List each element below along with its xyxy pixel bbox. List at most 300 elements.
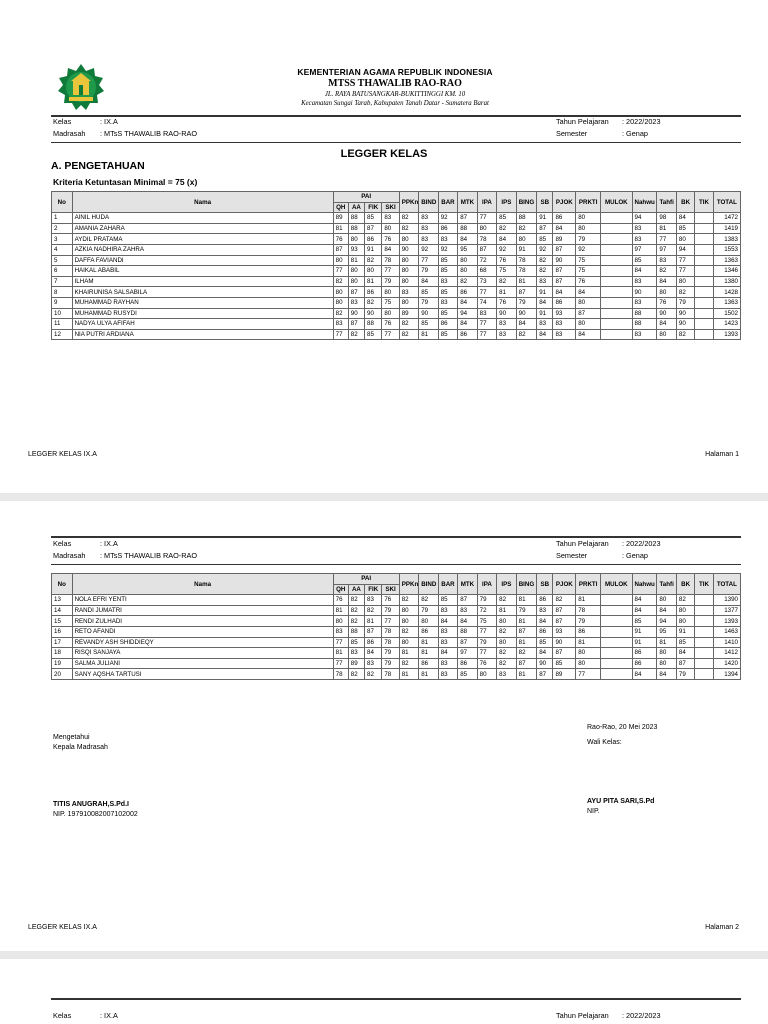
cell-score: 76 bbox=[333, 234, 348, 245]
divider bbox=[51, 142, 741, 143]
cell-score bbox=[601, 234, 632, 245]
cell-score: 80 bbox=[399, 266, 418, 277]
cell-score: 75 bbox=[576, 266, 601, 277]
madrasah-value: : MTsS THAWALIB RAO-RAO bbox=[100, 551, 198, 560]
cell-score: 78 bbox=[382, 626, 399, 637]
cell-no: 14 bbox=[52, 605, 73, 616]
cell-total: 1463 bbox=[713, 626, 740, 637]
cell-score: 76 bbox=[657, 297, 676, 308]
cell-score: 87 bbox=[477, 244, 496, 255]
cell-no: 11 bbox=[52, 319, 73, 330]
cell-score: 77 bbox=[382, 329, 399, 340]
cell-score: 83 bbox=[537, 319, 553, 330]
tahun-value: : 2022/2023 bbox=[622, 117, 661, 126]
cell-name: REVANDY ASH SHIDDIEQY bbox=[72, 637, 333, 648]
cell-score: 87 bbox=[516, 626, 537, 637]
cell-score: 82 bbox=[399, 626, 418, 637]
cell-score: 80 bbox=[657, 595, 676, 606]
cell-score: 80 bbox=[576, 648, 601, 659]
cell-total: 1363 bbox=[713, 255, 740, 266]
cell-score: 84 bbox=[458, 319, 477, 330]
cell-score: 90 bbox=[553, 255, 576, 266]
cell-score: 79 bbox=[382, 605, 399, 616]
cell-score: 93 bbox=[553, 308, 576, 319]
cell-score: 83 bbox=[438, 297, 457, 308]
cell-score: 84 bbox=[365, 648, 382, 659]
cell-score: 77 bbox=[382, 616, 399, 627]
cell-score: 84 bbox=[676, 648, 694, 659]
cell-score: 88 bbox=[348, 213, 364, 224]
cell-score: 86 bbox=[537, 626, 553, 637]
cell-score bbox=[695, 658, 713, 669]
mengetahui-text: Mengetahui bbox=[53, 734, 90, 741]
cell-total: 1363 bbox=[713, 297, 740, 308]
cell-score: 80 bbox=[399, 234, 418, 245]
cell-score: 78 bbox=[516, 266, 537, 277]
cell-score: 82 bbox=[537, 266, 553, 277]
cell-score: 76 bbox=[333, 595, 348, 606]
cell-score bbox=[601, 626, 632, 637]
cell-total: 1393 bbox=[713, 329, 740, 340]
cell-score: 82 bbox=[399, 329, 418, 340]
wali-label: Wali Kelas: bbox=[587, 739, 622, 746]
header-nama: Nama bbox=[72, 192, 333, 213]
cell-no: 7 bbox=[52, 276, 73, 287]
cell-score: 83 bbox=[438, 669, 457, 680]
cell-score: 89 bbox=[333, 213, 348, 224]
cell-total: 1393 bbox=[713, 616, 740, 627]
cell-name: HAIKAL ABABIL bbox=[72, 266, 333, 277]
cell-score: 91 bbox=[365, 244, 382, 255]
cell-score: 83 bbox=[365, 658, 382, 669]
cell-no: 20 bbox=[52, 669, 73, 680]
cell-score: 87 bbox=[537, 223, 553, 234]
cell-score bbox=[695, 276, 713, 287]
table-row bbox=[52, 669, 741, 680]
cell-score: 84 bbox=[537, 329, 553, 340]
cell-score: 80 bbox=[657, 287, 676, 298]
cell-total: 1428 bbox=[713, 287, 740, 298]
cell-score: 87 bbox=[458, 213, 477, 224]
table-row bbox=[52, 266, 741, 277]
cell-score bbox=[695, 319, 713, 330]
cell-score: 83 bbox=[348, 648, 364, 659]
cell-score: 80 bbox=[676, 276, 694, 287]
cell-score: 80 bbox=[676, 616, 694, 627]
cell-score: 82 bbox=[348, 329, 364, 340]
cell-score: 81 bbox=[419, 329, 438, 340]
cell-score: 75 bbox=[576, 255, 601, 266]
cell-score: 82 bbox=[365, 255, 382, 266]
cell-score: 83 bbox=[537, 605, 553, 616]
cell-score: 92 bbox=[438, 213, 457, 224]
cell-score: 88 bbox=[458, 626, 477, 637]
cell-score: 76 bbox=[382, 234, 399, 245]
cell-score: 84 bbox=[438, 616, 457, 627]
cell-score: 87 bbox=[333, 244, 348, 255]
cell-score: 77 bbox=[576, 669, 601, 680]
cell-score: 80 bbox=[676, 234, 694, 245]
cell-no: 2 bbox=[52, 223, 73, 234]
cell-name: MUHAMMAD RUSYDI bbox=[72, 308, 333, 319]
cell-score: 79 bbox=[477, 637, 496, 648]
cell-score: 79 bbox=[516, 605, 537, 616]
cell-score: 83 bbox=[438, 234, 457, 245]
cell-score: 78 bbox=[382, 637, 399, 648]
cell-score bbox=[601, 319, 632, 330]
cell-score: 89 bbox=[399, 308, 418, 319]
cell-score: 82 bbox=[399, 319, 418, 330]
cell-score: 81 bbox=[365, 276, 382, 287]
cell-score: 86 bbox=[458, 658, 477, 669]
cell-no: 18 bbox=[52, 648, 73, 659]
cell-score: 86 bbox=[419, 626, 438, 637]
cell-score: 81 bbox=[399, 669, 418, 680]
cell-score: 80 bbox=[576, 658, 601, 669]
cell-score: 83 bbox=[632, 276, 657, 287]
cell-score: 82 bbox=[365, 297, 382, 308]
cell-score bbox=[601, 648, 632, 659]
page-number: Halaman 2 bbox=[705, 924, 739, 931]
cell-score: 87 bbox=[516, 658, 537, 669]
header-prkti: PRKTI bbox=[576, 574, 601, 595]
cell-score: 85 bbox=[419, 319, 438, 330]
cell-score: 81 bbox=[419, 669, 438, 680]
cell-score: 83 bbox=[365, 595, 382, 606]
cell-score: 79 bbox=[419, 605, 438, 616]
cell-score: 84 bbox=[632, 669, 657, 680]
mengetahui-label bbox=[53, 733, 108, 753]
cell-score: 86 bbox=[365, 287, 382, 298]
cell-name: AYDIL PRATAMA bbox=[72, 234, 333, 245]
cell-name: AMANIA ZAHARA bbox=[72, 223, 333, 234]
cell-score: 84 bbox=[657, 605, 676, 616]
header-fik: FIK bbox=[365, 202, 382, 213]
table-row bbox=[52, 648, 741, 659]
cell-score: 81 bbox=[516, 637, 537, 648]
page-1 bbox=[0, 0, 768, 493]
header-tahfi: Tahfi bbox=[657, 574, 676, 595]
cell-score: 91 bbox=[516, 244, 537, 255]
cell-score: 82 bbox=[497, 658, 516, 669]
cell-score: 85 bbox=[497, 213, 516, 224]
cell-score: 80 bbox=[458, 266, 477, 277]
cell-score: 79 bbox=[576, 234, 601, 245]
cell-score: 82 bbox=[333, 308, 348, 319]
cell-score: 82 bbox=[399, 223, 418, 234]
cell-score: 82 bbox=[497, 626, 516, 637]
cell-score: 83 bbox=[458, 605, 477, 616]
cell-name: NOLA EFRI YENTI bbox=[72, 595, 333, 606]
cell-score bbox=[601, 605, 632, 616]
cell-score: 78 bbox=[576, 605, 601, 616]
cell-score: 80 bbox=[657, 329, 676, 340]
cell-score: 78 bbox=[333, 669, 348, 680]
kepala-name: TITIS ANUGRAH,S.Pd.I bbox=[53, 801, 129, 808]
header-bar: BAR bbox=[438, 192, 457, 213]
cell-score: 77 bbox=[333, 329, 348, 340]
divider bbox=[51, 564, 741, 565]
cell-score: 80 bbox=[576, 319, 601, 330]
legger-table bbox=[51, 191, 741, 340]
cell-score: 80 bbox=[399, 616, 418, 627]
cell-score: 83 bbox=[438, 626, 457, 637]
cell-score: 80 bbox=[576, 213, 601, 224]
cell-score bbox=[601, 595, 632, 606]
table-row bbox=[52, 626, 741, 637]
cell-score: 81 bbox=[333, 223, 348, 234]
cell-score: 82 bbox=[516, 223, 537, 234]
cell-score: 83 bbox=[438, 658, 457, 669]
table-row bbox=[52, 244, 741, 255]
cell-score: 84 bbox=[537, 616, 553, 627]
cell-score: 87 bbox=[576, 308, 601, 319]
cell-score: 94 bbox=[458, 308, 477, 319]
divider bbox=[51, 998, 741, 1000]
cell-score: 84 bbox=[657, 669, 676, 680]
cell-score: 78 bbox=[382, 669, 399, 680]
cell-score: 84 bbox=[553, 223, 576, 234]
cell-score: 81 bbox=[576, 595, 601, 606]
header-nahwu: Nahwu bbox=[632, 192, 657, 213]
cell-score: 80 bbox=[497, 637, 516, 648]
cell-score: 84 bbox=[516, 319, 537, 330]
cell-score: 78 bbox=[516, 255, 537, 266]
cell-score: 92 bbox=[438, 244, 457, 255]
cell-score: 84 bbox=[458, 616, 477, 627]
cell-score: 87 bbox=[365, 626, 382, 637]
header-total: TOTAL bbox=[713, 192, 740, 213]
cell-score: 87 bbox=[553, 244, 576, 255]
header-sb: SB bbox=[537, 574, 553, 595]
cell-total: 1412 bbox=[713, 648, 740, 659]
cell-score: 82 bbox=[458, 276, 477, 287]
cell-score: 87 bbox=[365, 223, 382, 234]
cell-score bbox=[695, 244, 713, 255]
cell-score: 79 bbox=[382, 658, 399, 669]
cell-score: 86 bbox=[537, 595, 553, 606]
cell-no: 17 bbox=[52, 637, 73, 648]
cell-score: 83 bbox=[333, 319, 348, 330]
cell-score: 80 bbox=[333, 255, 348, 266]
cell-score: 85 bbox=[676, 223, 694, 234]
cell-score: 79 bbox=[419, 297, 438, 308]
cell-score: 83 bbox=[537, 276, 553, 287]
cell-score: 82 bbox=[676, 287, 694, 298]
footer-left: LEGGER KELAS IX.A bbox=[28, 451, 97, 458]
cell-score bbox=[695, 329, 713, 340]
cell-score: 82 bbox=[365, 669, 382, 680]
cell-score: 79 bbox=[576, 616, 601, 627]
cell-score bbox=[695, 616, 713, 627]
page-title: LEGGER KELAS bbox=[340, 148, 428, 160]
header-bing: BING bbox=[516, 192, 537, 213]
cell-no: 1 bbox=[52, 213, 73, 224]
cell-score: 86 bbox=[438, 223, 457, 234]
table-row bbox=[52, 637, 741, 648]
cell-score: 81 bbox=[348, 255, 364, 266]
cell-score: 83 bbox=[553, 319, 576, 330]
header-pai: PAI bbox=[333, 192, 399, 203]
header-pjok: PJOK bbox=[553, 574, 576, 595]
tahun-value: : 2022/2023 bbox=[622, 1011, 661, 1020]
cell-score: 81 bbox=[333, 605, 348, 616]
table-row bbox=[52, 308, 741, 319]
cell-no: 16 bbox=[52, 626, 73, 637]
cell-score: 90 bbox=[676, 319, 694, 330]
kepala-nip: NIP. 197910082007102002 bbox=[53, 811, 138, 818]
cell-score: 88 bbox=[348, 626, 364, 637]
cell-score: 85 bbox=[632, 255, 657, 266]
cell-score: 77 bbox=[676, 255, 694, 266]
cell-score: 84 bbox=[537, 648, 553, 659]
cell-score: 86 bbox=[365, 637, 382, 648]
cell-score: 87 bbox=[553, 266, 576, 277]
cell-score: 72 bbox=[477, 255, 496, 266]
header-ipa: IPA bbox=[477, 192, 496, 213]
cell-score: 80 bbox=[399, 276, 418, 287]
cell-score: 82 bbox=[348, 616, 364, 627]
cell-no: 9 bbox=[52, 297, 73, 308]
cell-score: 88 bbox=[516, 213, 537, 224]
cell-score: 91 bbox=[632, 637, 657, 648]
cell-score: 97 bbox=[632, 244, 657, 255]
cell-score bbox=[601, 255, 632, 266]
cell-score: 87 bbox=[516, 287, 537, 298]
cell-score: 85 bbox=[553, 658, 576, 669]
cell-score: 83 bbox=[497, 669, 516, 680]
cell-score: 82 bbox=[516, 329, 537, 340]
cell-score: 84 bbox=[553, 287, 576, 298]
table-row bbox=[52, 255, 741, 266]
cell-score: 91 bbox=[676, 626, 694, 637]
cell-score: 86 bbox=[553, 213, 576, 224]
cell-total: 1472 bbox=[713, 213, 740, 224]
cell-score: 84 bbox=[657, 276, 676, 287]
cell-score: 77 bbox=[333, 658, 348, 669]
cell-score: 86 bbox=[458, 329, 477, 340]
cell-score: 83 bbox=[657, 255, 676, 266]
kelas-label: Kelas bbox=[53, 539, 72, 548]
cell-score: 95 bbox=[458, 244, 477, 255]
cell-score: 85 bbox=[438, 266, 457, 277]
cell-score: 85 bbox=[419, 287, 438, 298]
cell-score bbox=[601, 669, 632, 680]
cell-score: 85 bbox=[632, 616, 657, 627]
cell-score: 81 bbox=[516, 669, 537, 680]
table-row bbox=[52, 213, 741, 224]
header-mtk: MTK bbox=[458, 574, 477, 595]
cell-total: 1383 bbox=[713, 234, 740, 245]
cell-name: AINIL HUDA bbox=[72, 213, 333, 224]
cell-score: 82 bbox=[497, 223, 516, 234]
cell-score: 87 bbox=[458, 595, 477, 606]
class-info bbox=[53, 116, 197, 140]
table-row bbox=[52, 287, 741, 298]
cell-score: 79 bbox=[382, 276, 399, 287]
cell-score: 82 bbox=[348, 595, 364, 606]
header-qh: QH bbox=[333, 202, 348, 213]
cell-score bbox=[601, 223, 632, 234]
cell-name: RENDI ZULHADI bbox=[72, 616, 333, 627]
cell-total: 1553 bbox=[713, 244, 740, 255]
header-ipa: IPA bbox=[477, 574, 496, 595]
cell-no: 6 bbox=[52, 266, 73, 277]
cell-no: 8 bbox=[52, 287, 73, 298]
cell-score: 81 bbox=[516, 616, 537, 627]
cell-score: 83 bbox=[632, 297, 657, 308]
page-3 bbox=[0, 959, 768, 1024]
cell-score: 80 bbox=[348, 276, 364, 287]
cell-score: 91 bbox=[537, 308, 553, 319]
cell-score: 80 bbox=[399, 255, 418, 266]
cell-score bbox=[695, 223, 713, 234]
cell-score: 77 bbox=[477, 319, 496, 330]
wali-nip: NIP. bbox=[587, 808, 600, 815]
cell-score: 92 bbox=[497, 244, 516, 255]
cell-score: 90 bbox=[676, 308, 694, 319]
footer-left: LEGGER KELAS IX.A bbox=[28, 924, 97, 931]
kelas-label: Kelas bbox=[53, 117, 72, 126]
cell-score: 77 bbox=[477, 626, 496, 637]
cell-score bbox=[695, 266, 713, 277]
cell-score: 80 bbox=[657, 648, 676, 659]
wali-signature bbox=[587, 797, 654, 817]
cell-score: 80 bbox=[419, 616, 438, 627]
cell-score: 92 bbox=[419, 244, 438, 255]
cell-score bbox=[601, 329, 632, 340]
cell-score: 82 bbox=[365, 605, 382, 616]
cell-name: SANY AQSHA TARTUSI bbox=[72, 669, 333, 680]
cell-score: 82 bbox=[348, 669, 364, 680]
cell-score: 83 bbox=[348, 297, 364, 308]
cell-score: 82 bbox=[497, 276, 516, 287]
cell-score: 77 bbox=[477, 213, 496, 224]
cell-score: 79 bbox=[676, 297, 694, 308]
cell-score: 81 bbox=[657, 223, 676, 234]
class-info bbox=[53, 538, 197, 562]
page-number: Halaman 1 bbox=[705, 451, 739, 458]
cell-score: 76 bbox=[497, 297, 516, 308]
cell-score: 82 bbox=[537, 255, 553, 266]
cell-score bbox=[695, 637, 713, 648]
cell-score: 81 bbox=[576, 637, 601, 648]
cell-score: 97 bbox=[657, 244, 676, 255]
cell-score: 86 bbox=[632, 648, 657, 659]
cell-score: 90 bbox=[365, 308, 382, 319]
cell-score: 90 bbox=[419, 308, 438, 319]
cell-score: 80 bbox=[365, 266, 382, 277]
cell-score bbox=[601, 637, 632, 648]
cell-no: 4 bbox=[52, 244, 73, 255]
semester-value: : Genap bbox=[622, 129, 648, 138]
cell-score: 77 bbox=[657, 234, 676, 245]
cell-score: 87 bbox=[348, 287, 364, 298]
cell-no: 10 bbox=[52, 308, 73, 319]
cell-score: 79 bbox=[516, 297, 537, 308]
cell-score bbox=[601, 276, 632, 287]
cell-score: 80 bbox=[657, 658, 676, 669]
cell-score: 90 bbox=[553, 637, 576, 648]
cell-score: 85 bbox=[458, 669, 477, 680]
cell-score: 79 bbox=[676, 669, 694, 680]
cell-score: 87 bbox=[553, 276, 576, 287]
cell-score: 90 bbox=[632, 287, 657, 298]
cell-score: 91 bbox=[632, 626, 657, 637]
cell-score bbox=[601, 266, 632, 277]
cell-score: 85 bbox=[537, 637, 553, 648]
cell-score: 82 bbox=[419, 595, 438, 606]
